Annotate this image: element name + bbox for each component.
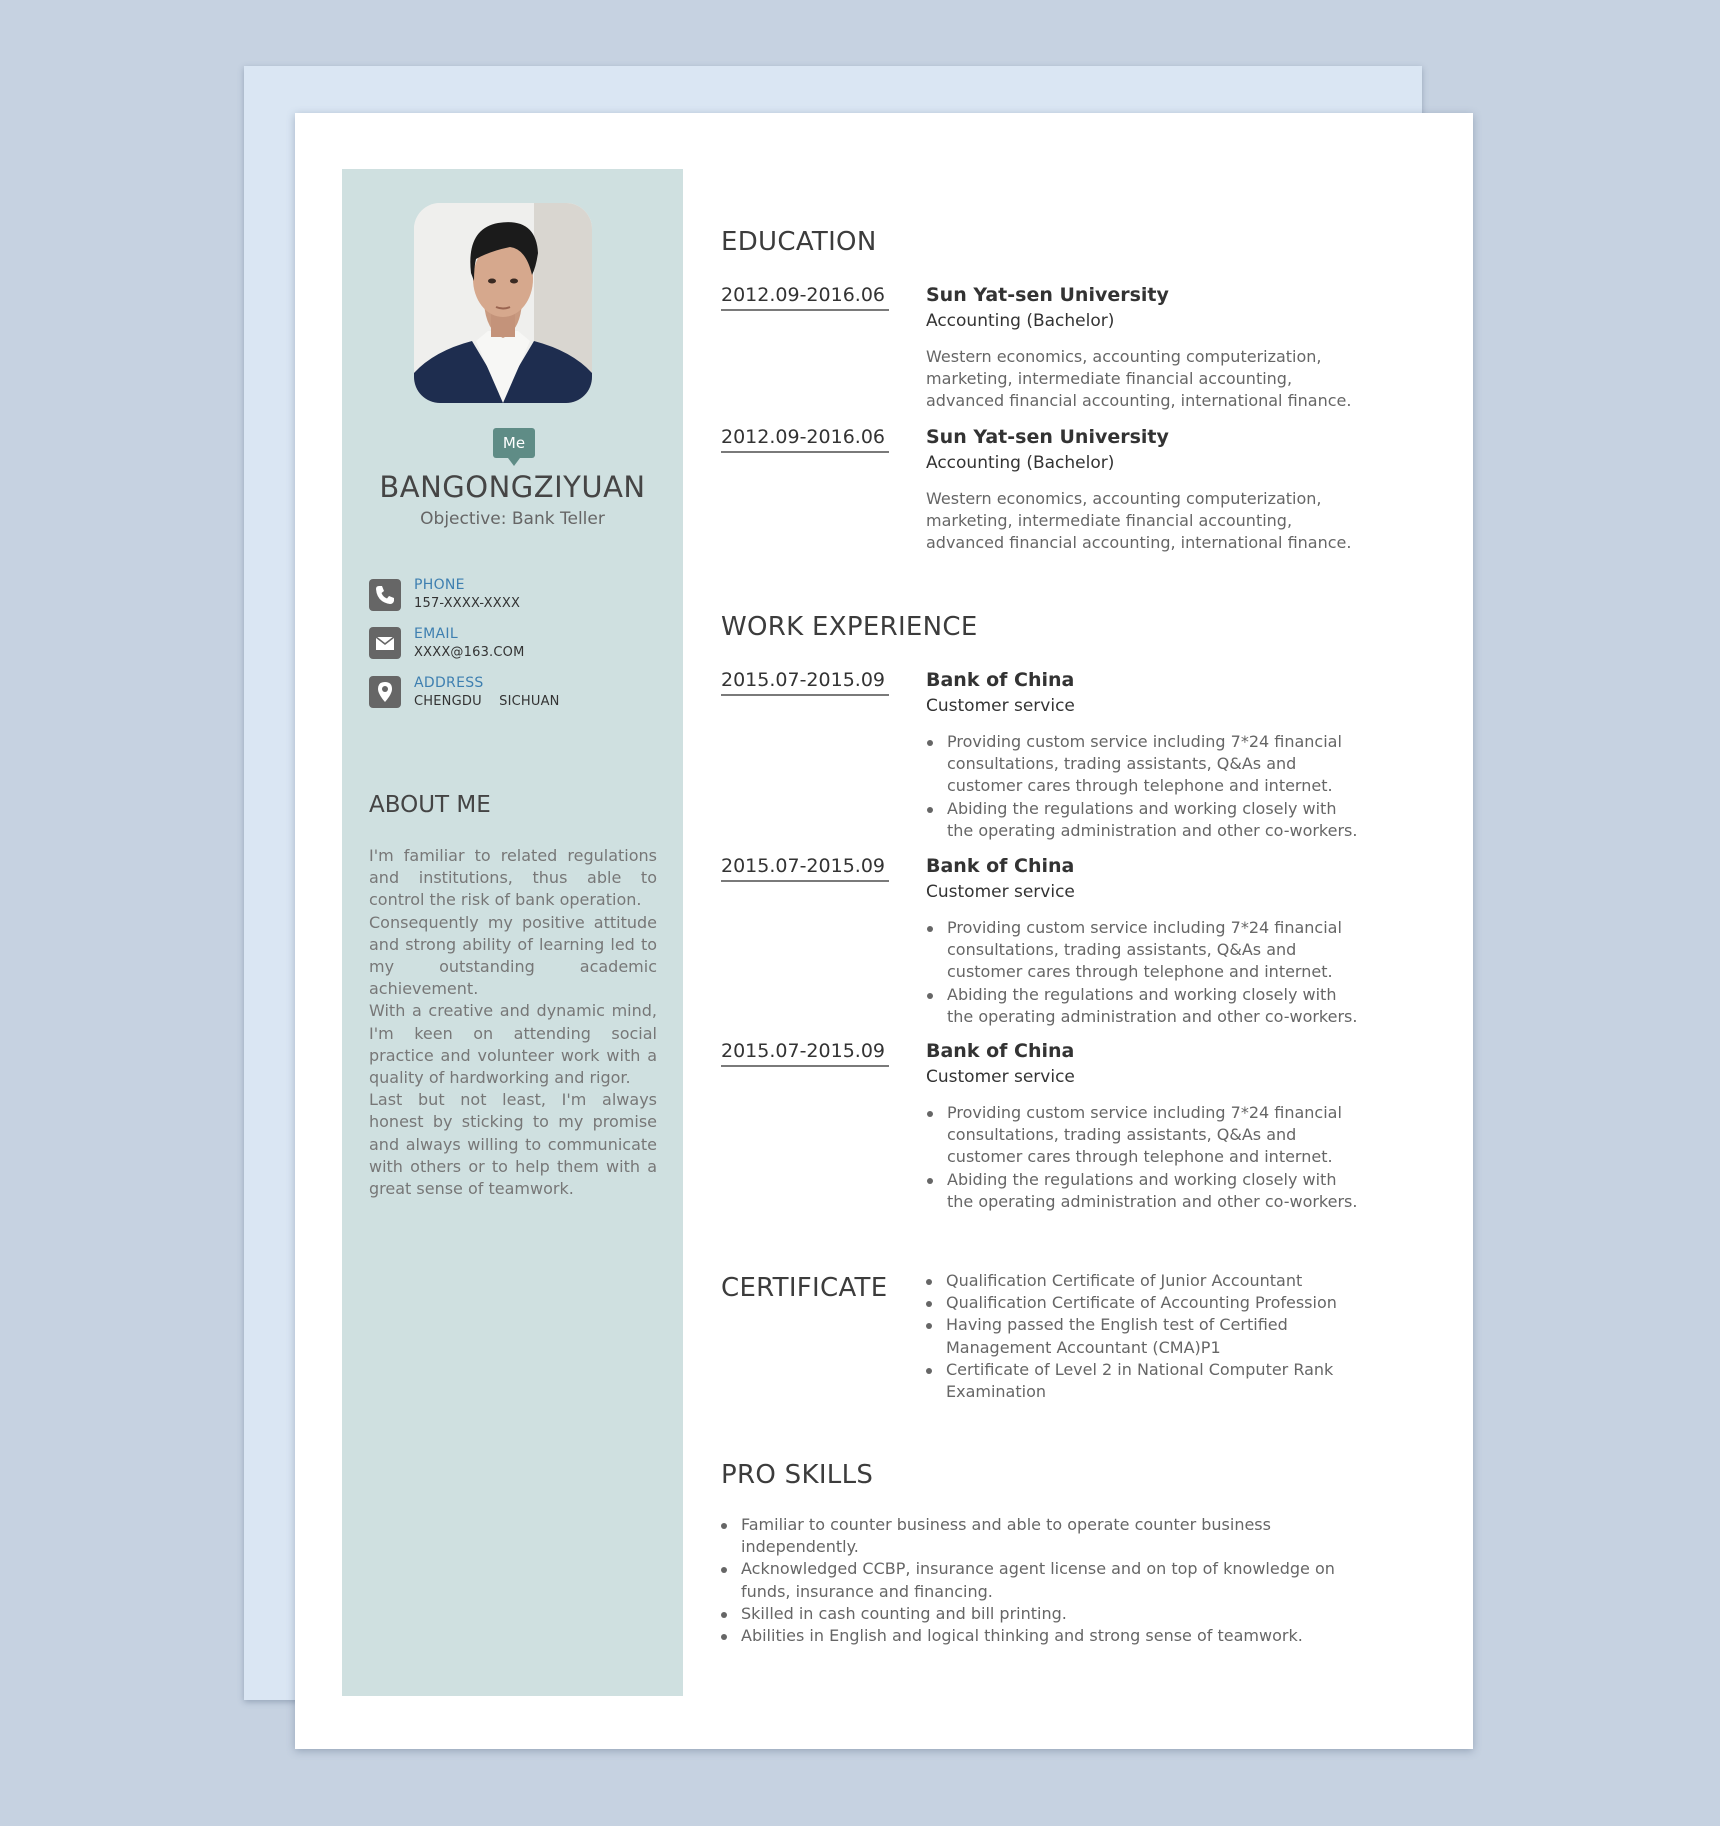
certificate-list <box>925 1270 1370 1403</box>
degree: Accounting (Bachelor) <box>926 311 1115 331</box>
envelope-icon <box>369 627 401 659</box>
list-item: Qualification Certificate of Junior Accountant <box>925 1270 1370 1292</box>
work-bullets <box>926 731 1366 842</box>
education-description: Western economics, accounting computerization, marketing, intermediate financial accounting, advanced financial accounting, international finance. <box>926 347 1352 411</box>
list-item: Familiar to counter business and able to operate counter business independently. <box>720 1514 1350 1558</box>
education-date: 2012.09-2016.06 <box>721 284 889 311</box>
location-pin-icon <box>369 676 401 708</box>
candidate-name: BANGONGZIYUAN <box>379 470 646 504</box>
about-paragraph: With a creative and dynamic mind, I'm keen on attending social practice and volunteer work with a quality of hardworking and rigor. <box>369 1001 657 1088</box>
education-title: EDUCATION <box>721 227 877 257</box>
education-description: Western economics, accounting computerization, marketing, intermediate financial accounting, advanced financial accounting, international finance. <box>926 489 1352 553</box>
company-name: Bank of China <box>926 1040 1075 1062</box>
address-label: ADDRESS <box>414 675 484 691</box>
about-paragraph: Last but not least, I'm always honest by sticking to my promise and always willing to communicate with others or to help them with a great sense of teamwork. <box>369 1090 657 1199</box>
list-item: Providing custom service including 7*24 financial consultations, trading assistants, Q&As and customer cares through telephone and internet. <box>926 731 1366 798</box>
work-bullets <box>926 1102 1366 1213</box>
me-badge: Me <box>493 428 535 458</box>
list-item: Providing custom service including 7*24 financial consultations, trading assistants, Q&As and customer cares through telephone and internet. <box>926 1102 1366 1169</box>
about-title: ABOUT ME <box>369 792 491 818</box>
education-date: 2012.09-2016.06 <box>721 426 889 453</box>
work-bullets <box>926 917 1366 1028</box>
school-name: Sun Yat-sen University <box>926 284 1169 306</box>
phone-value: 157-XXXX-XXXX <box>414 596 521 611</box>
list-item: Abiding the regulations and working closely with the operating administration and other co-workers. <box>926 798 1366 842</box>
degree: Accounting (Bachelor) <box>926 453 1115 473</box>
list-item: Acknowledged CCBP, insurance agent license and on top of knowledge on funds, insurance and financing. <box>720 1558 1350 1602</box>
company-name: Bank of China <box>926 669 1075 691</box>
about-paragraph: I'm familiar to related regulations and institutions, thus able to control the risk of bank operation. <box>369 846 657 910</box>
school-name: Sun Yat-sen University <box>926 426 1169 448</box>
about-paragraph: Consequently my positive attitude and strong ability of learning led to my outstanding academic achievement. <box>369 912 657 999</box>
position: Customer service <box>926 882 1075 902</box>
certificate-title: CERTIFICATE <box>721 1273 888 1303</box>
position: Customer service <box>926 696 1075 716</box>
list-item: Skilled in cash counting and bill printing. <box>720 1603 1350 1625</box>
work-date: 2015.07-2015.09 <box>721 669 889 696</box>
position: Customer service <box>926 1067 1075 1087</box>
pro-skills-title: PRO SKILLS <box>721 1460 874 1490</box>
list-item: Abiding the regulations and working closely with the operating administration and other co-workers. <box>926 1169 1366 1213</box>
skills-list <box>720 1514 1350 1647</box>
list-item: Abiding the regulations and working closely with the operating administration and other co-workers. <box>926 984 1366 1028</box>
phone-icon <box>369 579 401 611</box>
work-experience-title: WORK EXPERIENCE <box>721 612 978 642</box>
email-value: XXXX@163.COM <box>414 645 525 660</box>
company-name: Bank of China <box>926 855 1075 877</box>
list-item: Qualification Certificate of Accounting Profession <box>925 1292 1370 1314</box>
list-item: Certificate of Level 2 in National Computer Rank Examination <box>925 1359 1370 1403</box>
email-label: EMAIL <box>414 626 458 642</box>
list-item: Providing custom service including 7*24 financial consultations, trading assistants, Q&As and customer cares through telephone and internet. <box>926 917 1366 984</box>
about-text <box>369 845 657 1200</box>
list-item: Abilities in English and logical thinking and strong sense of teamwork. <box>720 1625 1350 1647</box>
work-date: 2015.07-2015.09 <box>721 855 889 882</box>
address-value: CHENGDU SICHUAN <box>414 694 560 709</box>
list-item: Having passed the English test of Certified Management Accountant (CMA)P1 <box>925 1314 1370 1358</box>
phone-label: PHONE <box>414 577 465 593</box>
profile-photo <box>414 203 592 403</box>
work-date: 2015.07-2015.09 <box>721 1040 889 1067</box>
objective: Objective: Bank Teller <box>420 509 605 529</box>
